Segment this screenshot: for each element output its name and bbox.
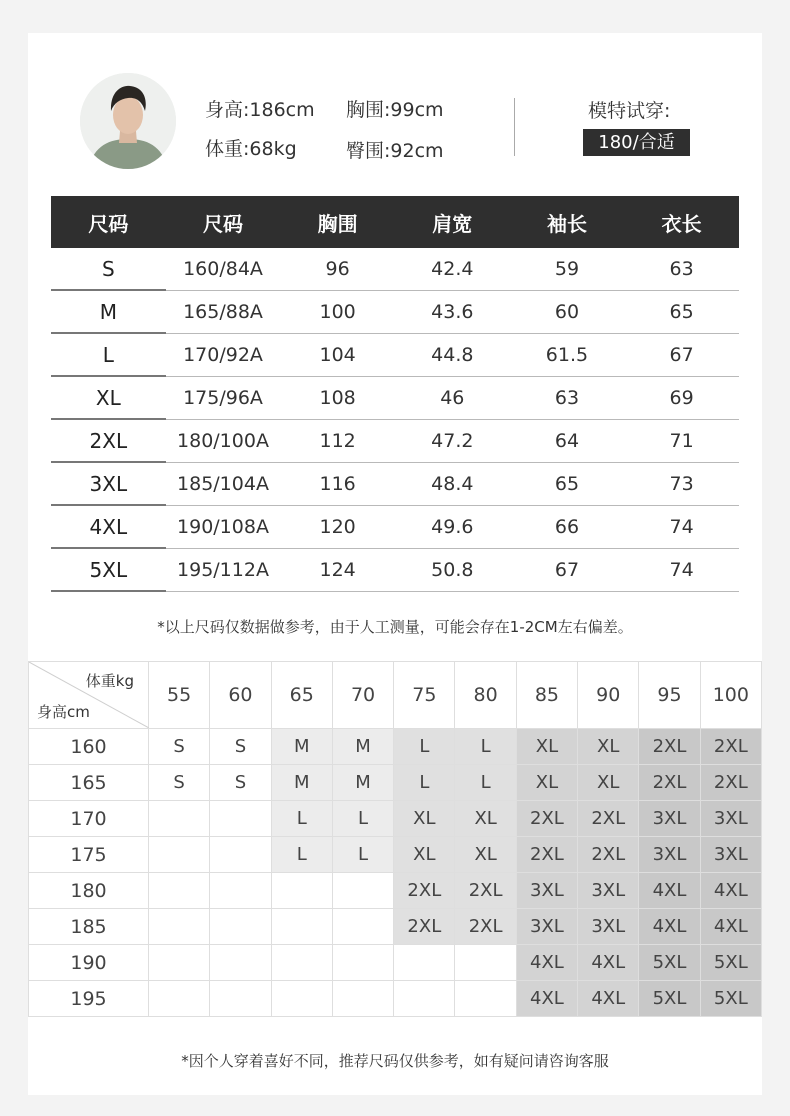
recommended-size-cell: 4XL — [639, 909, 700, 945]
recommended-size-cell: 2XL — [394, 909, 455, 945]
recommended-size-cell: 4XL — [700, 909, 761, 945]
recommended-size-cell: 2XL — [578, 837, 639, 873]
header-cell: 胸围 — [280, 196, 395, 248]
recommended-size-cell — [271, 873, 332, 909]
height-cell: 195 — [29, 981, 149, 1017]
size-value-cell: 112 — [280, 419, 395, 462]
recommended-size-cell: 4XL — [516, 981, 577, 1017]
weight-header-cell: 55 — [149, 662, 210, 729]
recommended-size-cell: L — [271, 837, 332, 873]
size-value-cell: 61.5 — [510, 333, 625, 376]
height-cell: 180 — [29, 873, 149, 909]
size-value-cell: 120 — [280, 505, 395, 548]
recommended-size-cell: XL — [394, 837, 455, 873]
recommended-size-cell: S — [210, 729, 271, 765]
size-value-cell: 42.4 — [395, 248, 510, 290]
recommended-size-cell: S — [149, 729, 210, 765]
size-row — [51, 248, 739, 290]
size-value-cell: 67 — [510, 548, 625, 591]
recommendation-row — [29, 837, 762, 873]
size-value-cell: 104 — [280, 333, 395, 376]
size-value-cell: 46 — [395, 376, 510, 419]
model-portrait-icon — [80, 73, 176, 169]
size-code-cell: M — [51, 290, 166, 333]
height-cell: 160 — [29, 729, 149, 765]
size-value-cell: 71 — [624, 419, 739, 462]
weight-header-cell: 60 — [210, 662, 271, 729]
size-value-cell: 59 — [510, 248, 625, 290]
height-axis-label: 身高cm — [37, 703, 90, 721]
size-row — [51, 419, 739, 462]
recommended-size-cell: 3XL — [639, 837, 700, 873]
size-value-cell: 165/88A — [166, 290, 281, 333]
model-avatar — [80, 73, 176, 169]
recommended-size-cell: 2XL — [700, 729, 761, 765]
recommendation-row — [29, 873, 762, 909]
recommended-size-cell: S — [149, 765, 210, 801]
size-row — [51, 290, 739, 333]
size-value-cell: 65 — [624, 290, 739, 333]
recommended-size-cell: XL — [516, 729, 577, 765]
recommended-size-cell — [455, 981, 516, 1017]
recommended-size-cell — [210, 909, 271, 945]
weight-axis-label: 体重kg — [85, 672, 134, 690]
recommended-size-cell — [210, 837, 271, 873]
size-value-cell: 69 — [624, 376, 739, 419]
recommendation-row — [29, 945, 762, 981]
size-value-cell: 50.8 — [395, 548, 510, 591]
recommended-size-cell — [210, 801, 271, 837]
recommended-size-cell — [394, 981, 455, 1017]
size-row — [51, 462, 739, 505]
recommended-size-cell: L — [455, 765, 516, 801]
recommended-size-cell: 3XL — [578, 909, 639, 945]
height-cell: 175 — [29, 837, 149, 873]
size-table — [51, 196, 739, 592]
recommendation-row — [29, 801, 762, 837]
height-cell: 185 — [29, 909, 149, 945]
recommended-size-cell: 3XL — [700, 837, 761, 873]
header-cell: 肩宽 — [395, 196, 510, 248]
height-cell: 190 — [29, 945, 149, 981]
recommended-size-cell: L — [271, 801, 332, 837]
recommended-size-cell: 4XL — [516, 945, 577, 981]
recommended-size-cell — [332, 909, 393, 945]
recommendation-row — [29, 909, 762, 945]
weight-header-cell: 90 — [578, 662, 639, 729]
recommended-size-cell: 2XL — [394, 873, 455, 909]
weight-header-cell: 80 — [455, 662, 516, 729]
weight-header-cell: 65 — [271, 662, 332, 729]
recommended-size-cell: 5XL — [700, 945, 761, 981]
recommended-size-cell: 5XL — [700, 981, 761, 1017]
weight-header-cell: 100 — [700, 662, 761, 729]
size-row — [51, 376, 739, 419]
size-table-header — [51, 196, 739, 248]
weight-header-cell: 75 — [394, 662, 455, 729]
recommended-size-cell: 2XL — [639, 765, 700, 801]
model-height: 身高:186cm — [205, 99, 315, 121]
advice-note: *因个人穿着喜好不同，推荐尺码仅供参考，如有疑问请咨询客服 — [181, 1052, 609, 1070]
size-value-cell: 47.2 — [395, 419, 510, 462]
size-value-cell: 48.4 — [395, 462, 510, 505]
size-row — [51, 505, 739, 548]
recommended-size-cell — [271, 981, 332, 1017]
size-value-cell: 67 — [624, 333, 739, 376]
size-value-cell: 64 — [510, 419, 625, 462]
recommended-size-cell: 2XL — [455, 873, 516, 909]
recommended-size-cell — [332, 981, 393, 1017]
recommendation-table — [28, 661, 762, 1017]
recommended-size-cell: 2XL — [578, 801, 639, 837]
recommended-size-cell: XL — [578, 729, 639, 765]
recommended-size-cell — [394, 945, 455, 981]
size-value-cell: 100 — [280, 290, 395, 333]
recommended-size-cell — [210, 981, 271, 1017]
weight-header-cell: 70 — [332, 662, 393, 729]
size-value-cell: 116 — [280, 462, 395, 505]
recommended-size-cell — [149, 837, 210, 873]
size-value-cell: 74 — [624, 505, 739, 548]
recommended-size-cell — [271, 909, 332, 945]
height-cell: 170 — [29, 801, 149, 837]
recommended-size-cell: 2XL — [639, 729, 700, 765]
recommendation-row — [29, 981, 762, 1017]
recommended-size-cell: 3XL — [516, 909, 577, 945]
recommended-size-cell: 3XL — [639, 801, 700, 837]
recommended-size-cell: XL — [516, 765, 577, 801]
recommended-size-cell: M — [271, 729, 332, 765]
size-code-cell: S — [51, 248, 166, 290]
model-chest: 胸围:99cm — [346, 99, 444, 121]
recommended-size-cell: L — [394, 765, 455, 801]
height-cell: 165 — [29, 765, 149, 801]
size-value-cell: 66 — [510, 505, 625, 548]
recommended-size-cell: XL — [394, 801, 455, 837]
size-value-cell: 63 — [510, 376, 625, 419]
recommended-size-cell: 3XL — [578, 873, 639, 909]
recommended-size-cell: 5XL — [639, 981, 700, 1017]
recommended-size-cell: XL — [455, 837, 516, 873]
recommended-size-cell: 4XL — [578, 945, 639, 981]
recommended-size-cell — [149, 909, 210, 945]
recommended-size-cell: L — [394, 729, 455, 765]
recommendation-row — [29, 765, 762, 801]
size-value-cell: 74 — [624, 548, 739, 591]
measurement-note: *以上尺码仅数据做参考，由于人工测量，可能会存在1-2CM左右偏差。 — [157, 618, 633, 636]
recommended-size-cell: L — [332, 801, 393, 837]
model-weight: 体重:68kg — [205, 138, 297, 160]
recommended-size-cell: M — [332, 765, 393, 801]
size-value-cell: 44.8 — [395, 333, 510, 376]
recommended-size-cell: XL — [455, 801, 516, 837]
size-value-cell: 175/96A — [166, 376, 281, 419]
recommended-size-cell: M — [271, 765, 332, 801]
size-value-cell: 190/108A — [166, 505, 281, 548]
header-cell: 尺码 — [166, 196, 281, 248]
recommended-size-cell: L — [332, 837, 393, 873]
size-row — [51, 333, 739, 376]
size-value-cell: 96 — [280, 248, 395, 290]
recommended-size-cell: 5XL — [639, 945, 700, 981]
size-code-cell: 2XL — [51, 419, 166, 462]
size-code-cell: L — [51, 333, 166, 376]
size-value-cell: 60 — [510, 290, 625, 333]
recommended-size-cell — [455, 945, 516, 981]
recommended-size-cell — [332, 873, 393, 909]
size-code-cell: XL — [51, 376, 166, 419]
diagonal-corner-cell — [29, 662, 149, 729]
size-value-cell: 180/100A — [166, 419, 281, 462]
recommended-size-cell: 2XL — [700, 765, 761, 801]
recommended-size-cell — [149, 981, 210, 1017]
header-cell: 袖长 — [510, 196, 625, 248]
size-value-cell: 170/92A — [166, 333, 281, 376]
header-cell: 尺码 — [51, 196, 166, 248]
recommended-size-cell: 2XL — [455, 909, 516, 945]
recommended-size-cell: 4XL — [700, 873, 761, 909]
weight-header-cell: 85 — [516, 662, 577, 729]
size-value-cell: 108 — [280, 376, 395, 419]
header-cell: 衣长 — [624, 196, 739, 248]
recommended-size-cell — [149, 801, 210, 837]
recommended-size-cell — [210, 945, 271, 981]
recommended-size-cell: 4XL — [639, 873, 700, 909]
weight-header-cell: 95 — [639, 662, 700, 729]
size-row — [51, 548, 739, 591]
model-try-badge: 180/合适 — [583, 129, 690, 156]
recommended-size-cell — [210, 873, 271, 909]
size-value-cell: 124 — [280, 548, 395, 591]
recommendation-row — [29, 729, 762, 765]
size-value-cell: 43.6 — [395, 290, 510, 333]
recommended-size-cell — [149, 873, 210, 909]
model-hip: 臀围:92cm — [346, 140, 444, 162]
recommended-size-cell: 2XL — [516, 837, 577, 873]
size-value-cell: 49.6 — [395, 505, 510, 548]
size-code-cell: 4XL — [51, 505, 166, 548]
size-value-cell: 63 — [624, 248, 739, 290]
size-value-cell: 65 — [510, 462, 625, 505]
recommended-size-cell — [271, 945, 332, 981]
divider — [514, 98, 515, 156]
recommended-size-cell: S — [210, 765, 271, 801]
recommendation-header — [29, 662, 762, 729]
size-value-cell: 160/84A — [166, 248, 281, 290]
size-value-cell: 185/104A — [166, 462, 281, 505]
size-code-cell: 3XL — [51, 462, 166, 505]
recommended-size-cell — [149, 945, 210, 981]
recommended-size-cell: XL — [578, 765, 639, 801]
recommended-size-cell: 2XL — [516, 801, 577, 837]
recommended-size-cell: 3XL — [700, 801, 761, 837]
size-code-cell: 5XL — [51, 548, 166, 591]
size-value-cell: 195/112A — [166, 548, 281, 591]
size-value-cell: 73 — [624, 462, 739, 505]
recommended-size-cell — [332, 945, 393, 981]
recommended-size-cell: 4XL — [578, 981, 639, 1017]
recommended-size-cell: L — [455, 729, 516, 765]
recommended-size-cell: 3XL — [516, 873, 577, 909]
model-try-label: 模特试穿: — [588, 100, 671, 122]
recommended-size-cell: M — [332, 729, 393, 765]
